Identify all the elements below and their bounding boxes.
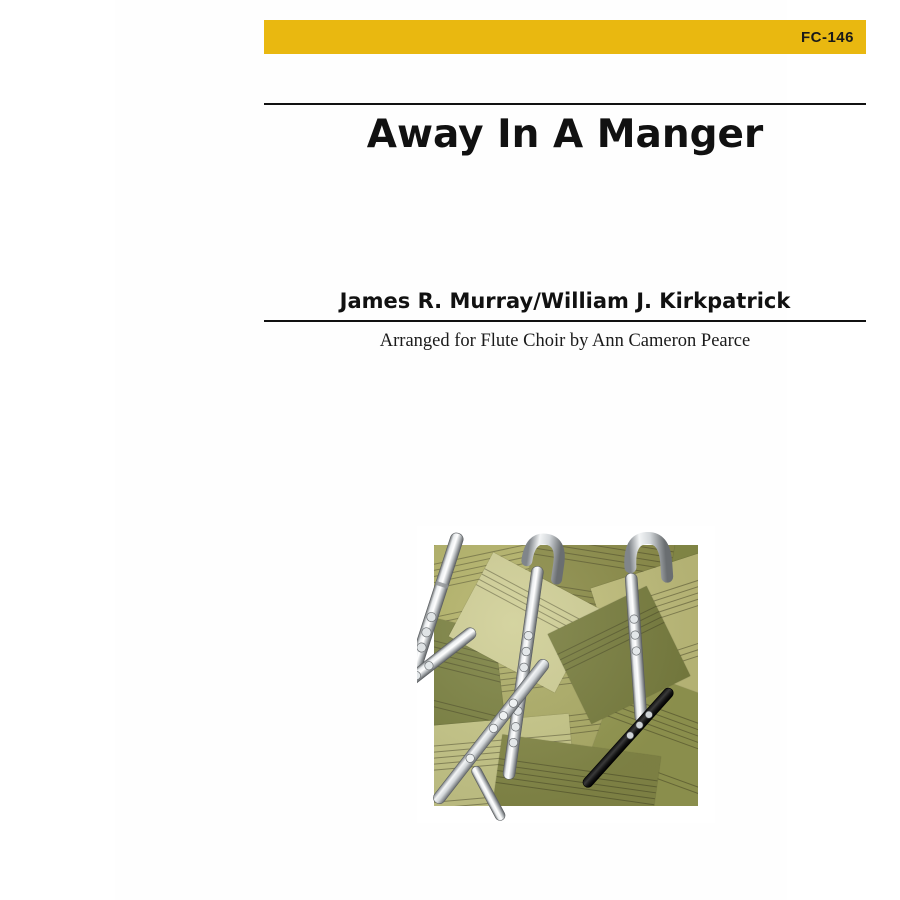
title-top-rule	[264, 103, 866, 105]
page-title: Away In A Manger	[366, 112, 764, 157]
flutes-illustration	[417, 526, 715, 823]
cover-sheet	[115, 0, 854, 900]
catalog-banner	[264, 20, 866, 54]
composer-credit: James R. Murray/William J. Kirkpatrick	[339, 289, 791, 313]
arranger-credit: Arranged for Flute Choir by Ann Cameron Pearce	[379, 331, 751, 351]
catalog-number: FC-146	[800, 28, 854, 46]
title-bottom-rule	[264, 320, 866, 322]
cover-artwork	[417, 526, 715, 823]
